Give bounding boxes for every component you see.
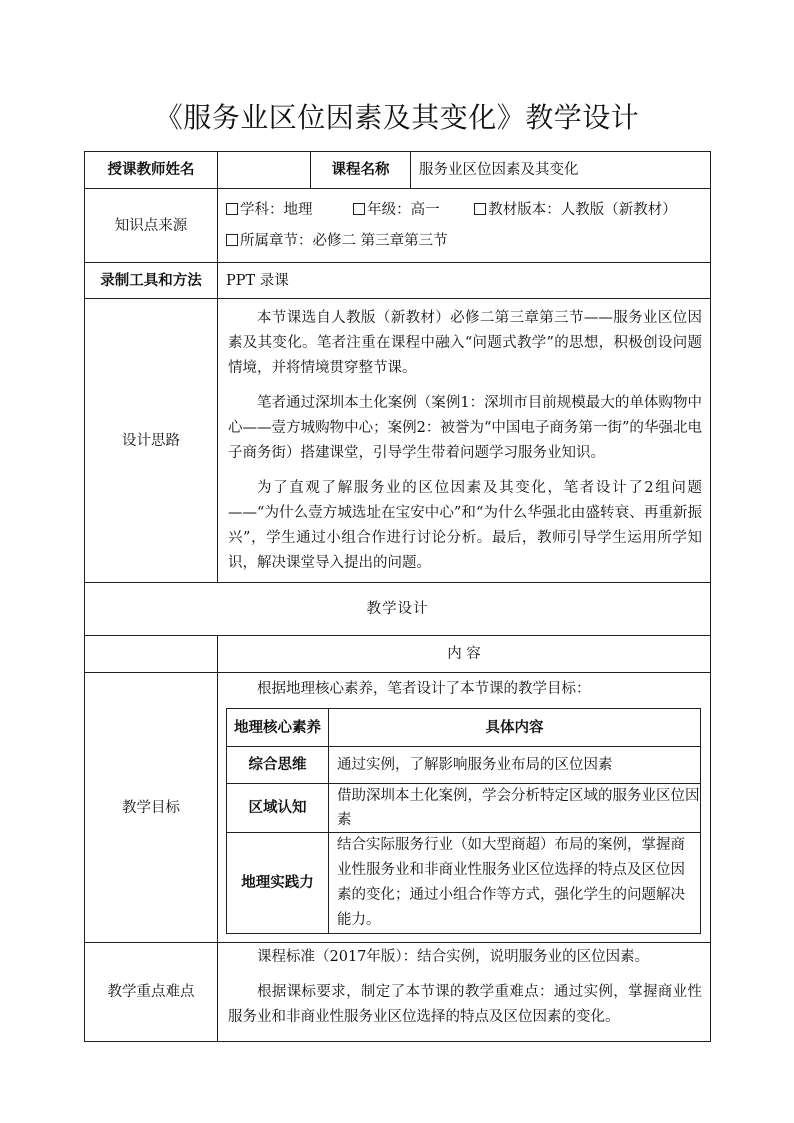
grade-text: 年级：高一: [367, 201, 440, 218]
keypoints-content: [218, 943, 711, 1042]
goals-table: [226, 708, 701, 934]
course-value: 服务业区位因素及其变化: [411, 152, 711, 189]
tools-label: 录制工具和方法: [85, 263, 218, 299]
subject-text: 学科：地理: [240, 201, 313, 218]
design-label: 设计思路: [85, 299, 218, 583]
design-paragraph: 笔者通过深圳本土化案例（案例1：深圳市目前规模最大的单体购物中心——壹方城购物中心；案例2：被誉为“中国电子商务第一街”的华强北电子商务街）搭建课堂，引导学生带着问题学习服务业知识。: [228, 394, 702, 461]
edition-text: 教材版本：人教版（新教材）: [488, 201, 677, 218]
goals-col1-header: 地理核心素养: [227, 709, 329, 747]
goals-col2-header: 具体内容: [329, 709, 701, 747]
goal-text: 通过实例，了解影响服务业布局的区位因素: [329, 747, 701, 784]
design-paragraph: 本节课选自人教版（新教材）必修二第三章第三节——服务业区位因素及其变化。笔者注重在课程中融入“问题式教学”的思想，积极创设问题情境，并将情境贯穿整节课。: [228, 309, 702, 376]
source-value: [218, 189, 711, 263]
course-label: 课程名称: [311, 152, 411, 189]
design-paragraph: 为了直观了解服务业的区位因素及其变化，笔者设计了2组问题——“为什么壹方城选址在宝安中心”和“为什么华强北由盛转衰、再重新振兴”，学生通过小组合作进行讨论分析。最后，教师引导学生运用所学知识，解决课堂导入提出的问题。: [228, 479, 702, 571]
tools-value: PPT 录课: [218, 263, 711, 299]
keypoints-paragraph: 课程标准（2017年版）：结合实例，说明服务业的区位因素。: [257, 949, 650, 965]
source-label: 知识点来源: [85, 189, 218, 263]
keypoints-paragraph: 根据课标要求，制定了本节课的教学重难点：通过实例，掌握商业性服务业和非商业性服务业区位选择的特点及区位因素的变化。: [228, 984, 702, 1025]
goal-name: 区域认知: [227, 784, 329, 833]
chapter-text: 所属章节：必修二 第三章第三节: [240, 232, 448, 249]
keypoints-label: 教学重点难点: [85, 943, 218, 1042]
goal-name: 综合思维: [227, 747, 329, 784]
chapter-checkbox-icon: [226, 234, 238, 246]
teacher-value: [218, 152, 311, 189]
content-header: 内 容: [218, 636, 711, 673]
edition-checkbox-icon: [474, 203, 486, 215]
design-content: [218, 299, 711, 583]
subject-checkbox-icon: [226, 203, 238, 215]
goals-label: 教学目标: [85, 673, 218, 943]
grade-checkbox-icon: [353, 203, 365, 215]
goal-text: 结合实际服务行业（如大型商超）布局的案例，掌握商业性服务业和非商业性服务业区位选择的特点及区位因素的变化；通过小组合作等方式，强化学生的问题解决能力。: [329, 833, 701, 934]
goals-intro: 根据地理核心素养，笔者设计了本节课的教学目标：: [257, 681, 591, 697]
document-title: 《服务业区位因素及其变化》教学设计: [154, 101, 640, 134]
goal-name: 地理实践力: [227, 833, 329, 934]
teacher-label: 授课教师姓名: [85, 152, 218, 189]
section-title: 教学设计: [85, 583, 711, 636]
goal-text: 借助深圳本土化案例，学会分析特定区域的服务业区位因素: [329, 784, 701, 833]
goals-content: [218, 673, 711, 943]
blank-cell: [85, 636, 218, 673]
lesson-info-table: [84, 151, 711, 1042]
